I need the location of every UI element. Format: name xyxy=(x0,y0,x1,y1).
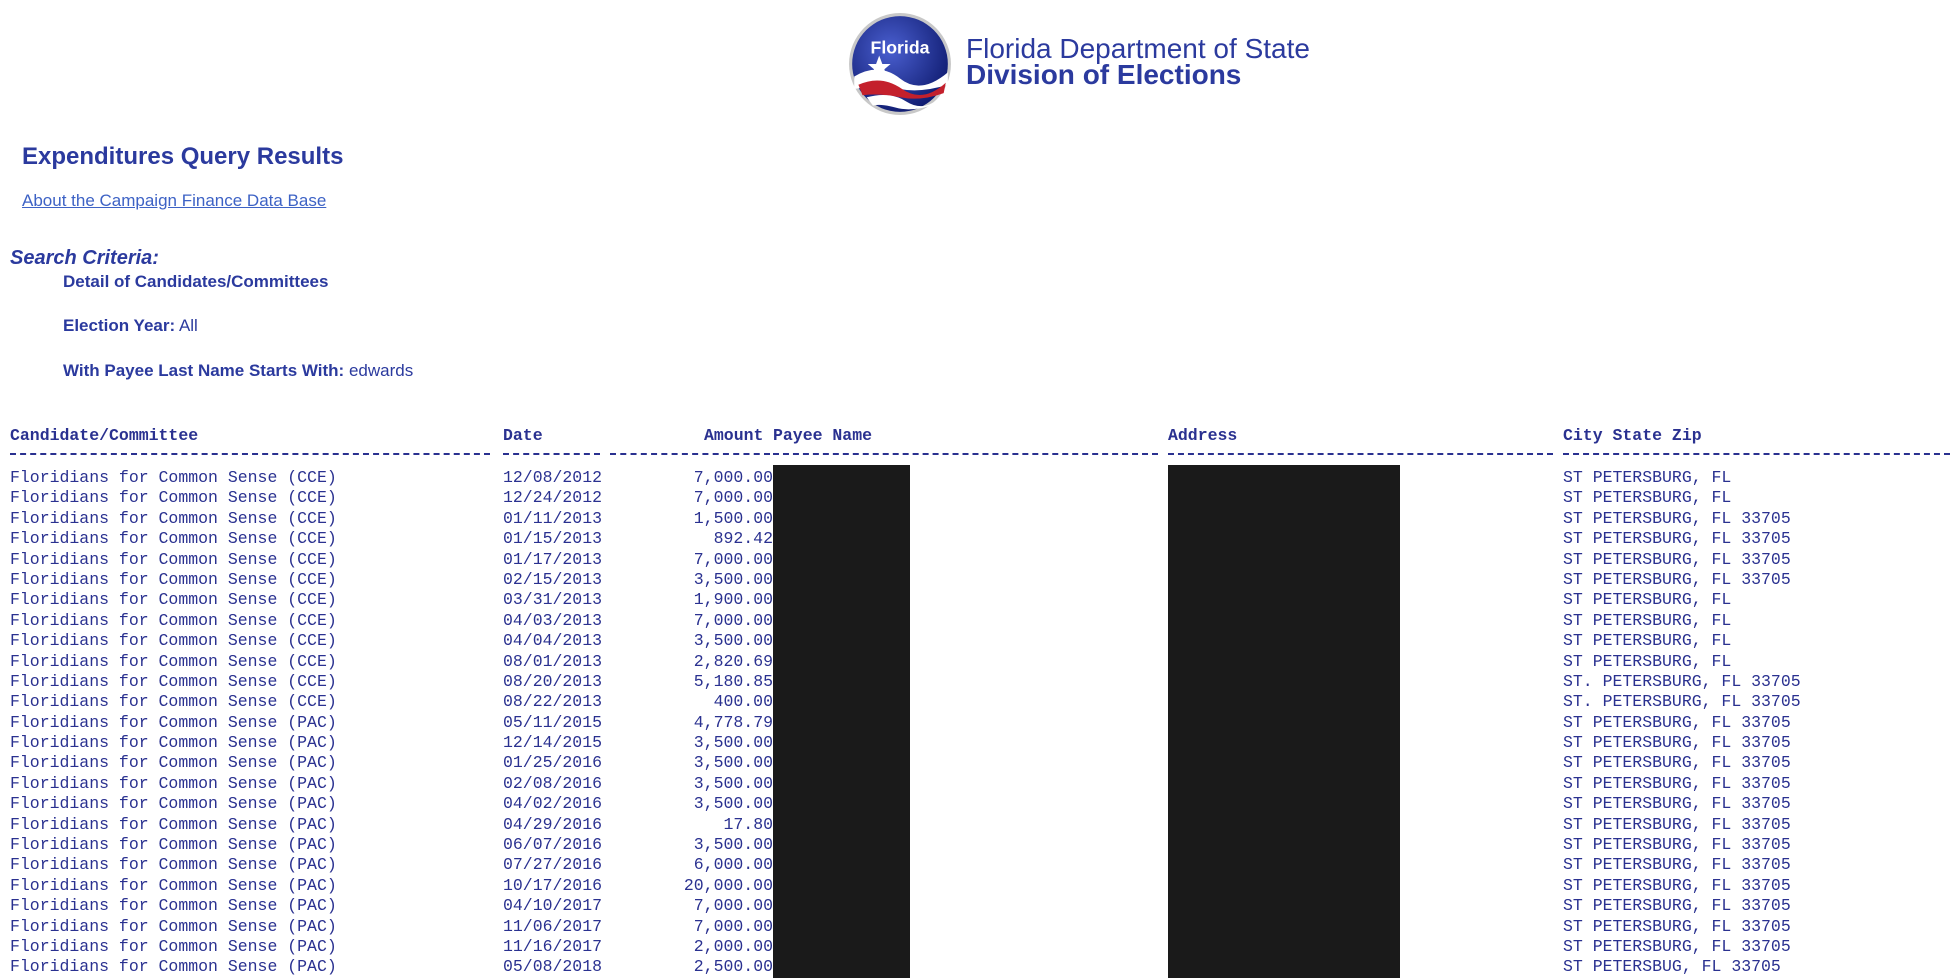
table-row xyxy=(10,957,1950,977)
table-body xyxy=(10,468,1950,978)
cell-candidate: Floridians for Common Sense (CCE) xyxy=(10,590,337,610)
cell-candidate: Floridians for Common Sense (PAC) xyxy=(10,814,337,834)
cell-amount: 3,500.00 xyxy=(693,773,773,793)
cell-date: 12/24/2012 xyxy=(503,488,603,508)
cell-date: 05/08/2018 xyxy=(503,957,603,977)
cell-date: 07/27/2016 xyxy=(503,855,603,875)
cell-city-state-zip: ST PETERSBURG, FL 33705 xyxy=(1563,773,1791,793)
cell-city-state-zip: ST PETERSBURG, FL 33705 xyxy=(1563,835,1791,855)
cell-candidate: Floridians for Common Sense (PAC) xyxy=(10,773,337,793)
florida-seal-logo xyxy=(848,12,952,116)
cell-date: 12/08/2012 xyxy=(503,468,603,487)
page-title: Expenditures Query Results xyxy=(22,143,344,170)
cell-date: 01/17/2013 xyxy=(503,549,603,569)
cell-amount: 7,000.00 xyxy=(693,896,773,916)
table-row xyxy=(10,753,1950,773)
cell-amount: 2,820.69 xyxy=(693,651,773,671)
cell-amount: 3,500.00 xyxy=(693,794,773,814)
cell-city-state-zip: ST PETERSBURG, FL 33705 xyxy=(1563,712,1791,732)
cell-amount: 3,500.00 xyxy=(693,733,773,753)
cell-candidate: Floridians for Common Sense (CCE) xyxy=(10,651,337,671)
header-divider xyxy=(10,448,1950,468)
cell-date: 01/25/2016 xyxy=(503,753,603,773)
cell-city-state-zip: ST PETERSBURG, FL 33705 xyxy=(1563,814,1791,834)
table-row xyxy=(10,937,1950,957)
cell-date: 04/29/2016 xyxy=(503,814,603,834)
col-header-candidate: Candidate/Committee xyxy=(10,426,199,445)
cell-amount: 17.80 xyxy=(723,814,773,834)
cell-city-state-zip: ST PETERSBURG, FL 33705 xyxy=(1563,549,1791,569)
cell-candidate: Floridians for Common Sense (CCE) xyxy=(10,631,337,651)
cell-candidate: Floridians for Common Sense (PAC) xyxy=(10,835,337,855)
cell-amount: 7,000.00 xyxy=(693,916,773,936)
cell-date: 04/03/2013 xyxy=(503,610,603,630)
cell-city-state-zip: ST PETERSBURG, FL xyxy=(1563,468,1732,487)
cell-date: 08/20/2013 xyxy=(503,671,603,691)
col-header-date: Date xyxy=(503,426,543,445)
about-database-link[interactable]: About the Campaign Finance Data Base xyxy=(22,191,327,210)
cell-amount: 1,500.00 xyxy=(693,508,773,528)
cell-date: 04/10/2017 xyxy=(503,896,603,916)
cell-amount: 400.00 xyxy=(713,692,773,712)
cell-city-state-zip: ST PETERSBURG, FL xyxy=(1563,590,1732,610)
table-row xyxy=(10,815,1950,835)
cell-candidate: Floridians for Common Sense (CCE) xyxy=(10,549,337,569)
table-row xyxy=(10,509,1950,529)
cell-date: 04/04/2013 xyxy=(503,631,603,651)
table-header xyxy=(10,426,1950,448)
cell-amount: 2,000.00 xyxy=(693,936,773,956)
table-row xyxy=(10,570,1950,590)
cell-date: 12/14/2015 xyxy=(503,733,603,753)
table-row xyxy=(10,876,1950,896)
cell-amount: 3,500.00 xyxy=(693,835,773,855)
org-name xyxy=(966,33,1310,90)
cell-amount: 7,000.00 xyxy=(693,610,773,630)
cell-candidate: Floridians for Common Sense (CCE) xyxy=(10,529,337,549)
cell-city-state-zip: ST. PETERSBURG, FL 33705 xyxy=(1563,692,1801,712)
col-header-amount: Amount xyxy=(704,426,764,445)
cell-city-state-zip: ST PETERSBURG, FL xyxy=(1563,651,1732,671)
cell-candidate: Floridians for Common Sense (CCE) xyxy=(10,488,337,508)
cell-city-state-zip: ST PETERSBURG, FL 33705 xyxy=(1563,855,1791,875)
cell-candidate: Floridians for Common Sense (PAC) xyxy=(10,855,337,875)
table-row xyxy=(10,835,1950,855)
cell-city-state-zip: ST PETERSBURG, FL xyxy=(1563,610,1732,630)
cell-amount: 6,000.00 xyxy=(693,855,773,875)
table-row xyxy=(10,733,1950,753)
col-header-address: Address xyxy=(1168,426,1238,445)
cell-city-state-zip: ST PETERSBURG, FL 33705 xyxy=(1563,529,1791,549)
cell-amount: 3,500.00 xyxy=(693,753,773,773)
table-row xyxy=(10,652,1950,672)
criteria-payee: With Payee Last Name Starts With: edwards xyxy=(63,361,414,380)
col-header-payee: Payee Name xyxy=(773,426,873,445)
cell-candidate: Floridians for Common Sense (PAC) xyxy=(10,753,337,773)
table-row xyxy=(10,794,1950,814)
org-line1: Florida Department of State xyxy=(966,33,1310,64)
cell-candidate: Floridians for Common Sense (CCE) xyxy=(10,671,337,691)
cell-date: 06/07/2016 xyxy=(503,835,603,855)
cell-date: 08/01/2013 xyxy=(503,651,603,671)
results-table xyxy=(10,426,1950,978)
svg-text:Florida: Florida xyxy=(870,37,930,58)
cell-city-state-zip: ST PETERSBUG, FL 33705 xyxy=(1563,957,1781,977)
cell-candidate: Floridians for Common Sense (CCE) xyxy=(10,468,337,487)
cell-candidate: Floridians for Common Sense (PAC) xyxy=(10,733,337,753)
cell-candidate: Floridians for Common Sense (CCE) xyxy=(10,508,337,528)
table-row xyxy=(10,590,1950,610)
cell-city-state-zip: ST. PETERSBURG, FL 33705 xyxy=(1563,671,1801,691)
cell-date: 08/22/2013 xyxy=(503,692,603,712)
criteria-election-year: Election Year: All xyxy=(63,316,198,335)
cell-city-state-zip: ST PETERSBURG, FL 33705 xyxy=(1563,896,1791,916)
cell-city-state-zip: ST PETERSBURG, FL 33705 xyxy=(1563,508,1791,528)
table-row xyxy=(10,774,1950,794)
table-row xyxy=(10,488,1950,508)
table-row xyxy=(10,529,1950,549)
cell-date: 02/15/2013 xyxy=(503,569,603,589)
cell-candidate: Floridians for Common Sense (PAC) xyxy=(10,794,337,814)
cell-date: 11/16/2017 xyxy=(503,936,603,956)
cell-candidate: Floridians for Common Sense (CCE) xyxy=(10,692,337,712)
cell-amount: 2,500.00 xyxy=(693,957,773,977)
table-row xyxy=(10,713,1950,733)
cell-city-state-zip: ST PETERSBURG, FL 33705 xyxy=(1563,569,1791,589)
cell-candidate: Floridians for Common Sense (PAC) xyxy=(10,936,337,956)
cell-amount: 7,000.00 xyxy=(693,549,773,569)
cell-city-state-zip: ST PETERSBURG, FL xyxy=(1563,488,1732,508)
cell-amount: 4,778.79 xyxy=(693,712,773,732)
cell-candidate: Floridians for Common Sense (PAC) xyxy=(10,896,337,916)
cell-amount: 3,500.00 xyxy=(693,631,773,651)
cell-city-state-zip: ST PETERSBURG, FL 33705 xyxy=(1563,936,1791,956)
cell-candidate: Floridians for Common Sense (PAC) xyxy=(10,916,337,936)
table-row xyxy=(10,468,1950,488)
cell-amount: 5,180.85 xyxy=(693,671,773,691)
redacted-addresses xyxy=(1168,465,1400,978)
cell-city-state-zip: ST PETERSBURG, FL 33705 xyxy=(1563,794,1791,814)
cell-amount: 1,900.00 xyxy=(693,590,773,610)
cell-date: 10/17/2016 xyxy=(503,875,603,895)
cell-amount: 7,000.00 xyxy=(693,488,773,508)
cell-city-state-zip: ST PETERSBURG, FL xyxy=(1563,631,1732,651)
table-row xyxy=(10,917,1950,937)
cell-candidate: Floridians for Common Sense (PAC) xyxy=(10,875,337,895)
table-row xyxy=(10,550,1950,570)
cell-date: 01/15/2013 xyxy=(503,529,603,549)
table-row xyxy=(10,631,1950,651)
site-header xyxy=(848,12,1368,122)
org-line2: Division of Elections xyxy=(966,59,1242,90)
search-criteria-title: Search Criteria: xyxy=(10,247,159,269)
col-header-city: City State Zip xyxy=(1563,426,1702,445)
cell-amount: 892.42 xyxy=(713,529,773,549)
cell-candidate: Floridians for Common Sense (CCE) xyxy=(10,610,337,630)
cell-city-state-zip: ST PETERSBURG, FL 33705 xyxy=(1563,753,1791,773)
table-row xyxy=(10,692,1950,712)
cell-candidate: Floridians for Common Sense (CCE) xyxy=(10,569,337,589)
table-row xyxy=(10,896,1950,916)
cell-date: 04/02/2016 xyxy=(503,794,603,814)
cell-amount: 7,000.00 xyxy=(693,468,773,487)
redacted-payee-names xyxy=(773,465,910,978)
cell-amount: 20,000.00 xyxy=(683,875,773,895)
criteria-detail: Detail of Candidates/Committees xyxy=(63,272,329,291)
cell-date: 05/11/2015 xyxy=(503,712,603,732)
cell-amount: 3,500.00 xyxy=(693,569,773,589)
cell-date: 01/11/2013 xyxy=(503,508,603,528)
cell-date: 03/31/2013 xyxy=(503,590,603,610)
table-row xyxy=(10,855,1950,875)
cell-candidate: Floridians for Common Sense (PAC) xyxy=(10,957,337,977)
table-row xyxy=(10,672,1950,692)
cell-city-state-zip: ST PETERSBURG, FL 33705 xyxy=(1563,916,1791,936)
cell-date: 02/08/2016 xyxy=(503,773,603,793)
cell-candidate: Floridians for Common Sense (PAC) xyxy=(10,712,337,732)
cell-date: 11/06/2017 xyxy=(503,916,603,936)
cell-city-state-zip: ST PETERSBURG, FL 33705 xyxy=(1563,733,1791,753)
table-row xyxy=(10,611,1950,631)
cell-city-state-zip: ST PETERSBURG, FL 33705 xyxy=(1563,875,1791,895)
